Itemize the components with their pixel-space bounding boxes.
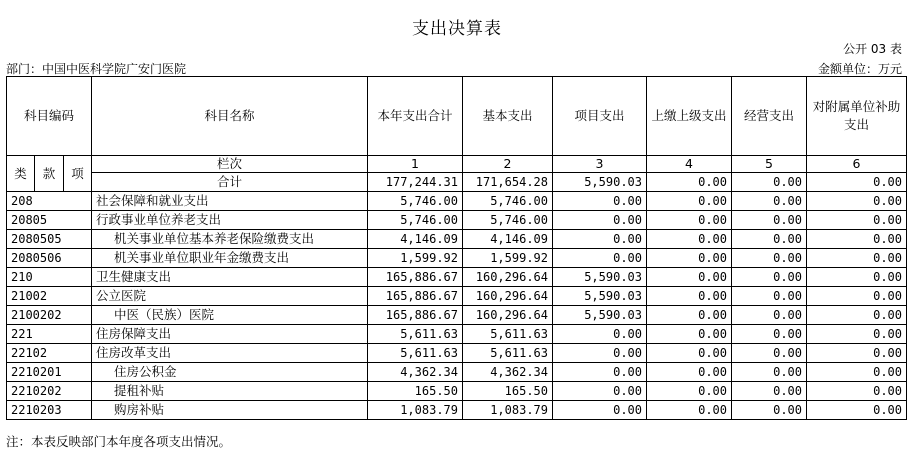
row-code: 2080505 [7,230,92,249]
table-row [7,287,907,306]
row-value: 0.00 [732,192,807,211]
table-row [7,268,907,287]
row-value: 5,746.00 [368,211,463,230]
row-code: 2100202 [7,306,92,325]
row-value: 0.00 [553,363,647,382]
row-code: 2210201 [7,363,92,382]
row-value: 0.00 [647,401,732,420]
row-name: 购房补贴 [92,401,368,420]
header-lei: 类 [7,156,35,192]
row-code: 22102 [7,344,92,363]
row-value: 0.00 [807,287,907,306]
total-value: 0.00 [647,173,732,192]
row-code: 2210202 [7,382,92,401]
row-value: 0.00 [732,211,807,230]
row-value: 5,746.00 [368,192,463,211]
row-value: 0.00 [553,382,647,401]
column-index-row [7,156,907,173]
total-row [7,173,907,192]
row-name: 中医（民族）医院 [92,306,368,325]
row-value: 0.00 [807,344,907,363]
row-name: 住房公积金 [92,363,368,382]
row-value: 0.00 [553,344,647,363]
row-value: 4,146.09 [368,230,463,249]
row-name: 机关事业单位基本养老保险缴费支出 [92,230,368,249]
row-value: 165,886.67 [368,287,463,306]
header-business: 经营支出 [732,77,807,156]
row-code: 20805 [7,211,92,230]
row-value: 0.00 [647,211,732,230]
row-value: 0.00 [732,363,807,382]
row-value: 0.00 [732,382,807,401]
row-name: 卫生健康支出 [92,268,368,287]
row-value: 0.00 [732,325,807,344]
row-value: 0.00 [807,306,907,325]
col-index-6: 6 [807,156,907,173]
table-row [7,363,907,382]
row-value: 0.00 [553,211,647,230]
department-label: 部门：中国中医科学院广安门医院 [6,62,187,76]
row-code: 2210203 [7,401,92,420]
header-name: 科目名称 [92,77,368,156]
row-name: 住房改革支出 [92,344,368,363]
expenditure-table [6,76,907,420]
row-value: 0.00 [732,268,807,287]
row-value: 5,611.63 [368,344,463,363]
row-code: 210 [7,268,92,287]
page-title: 支出决算表 [412,19,502,39]
row-value: 0.00 [647,192,732,211]
row-name: 行政事业单位养老支出 [92,211,368,230]
row-value: 165.50 [368,382,463,401]
header-kuan: 款 [35,156,64,192]
row-value: 0.00 [807,192,907,211]
row-value: 0.00 [647,325,732,344]
row-value: 0.00 [647,363,732,382]
row-code: 221 [7,325,92,344]
col-index-1: 1 [368,156,463,173]
row-value: 0.00 [647,230,732,249]
total-value: 171,654.28 [463,173,553,192]
row-value: 5,590.03 [553,306,647,325]
row-value: 0.00 [732,401,807,420]
form-number: 公开 03 表 [843,42,902,56]
row-name: 机关事业单位职业年金缴费支出 [92,249,368,268]
row-value: 165,886.67 [368,268,463,287]
table-row [7,211,907,230]
row-value: 0.00 [807,230,907,249]
header-subsidy: 对附属单位补助支出 [807,77,907,156]
row-value: 0.00 [647,382,732,401]
row-value: 0.00 [732,306,807,325]
row-value: 0.00 [647,249,732,268]
row-value: 0.00 [732,230,807,249]
row-value: 5,746.00 [463,192,553,211]
row-value: 1,083.79 [463,401,553,420]
row-value: 4,146.09 [463,230,553,249]
row-value: 160,296.64 [463,306,553,325]
row-value: 0.00 [732,344,807,363]
row-value: 165,886.67 [368,306,463,325]
row-value: 4,362.34 [463,363,553,382]
row-value: 0.00 [647,268,732,287]
table-row [7,401,907,420]
header-total: 本年支出合计 [368,77,463,156]
row-value: 5,590.03 [553,287,647,306]
total-value: 177,244.31 [368,173,463,192]
table-row [7,249,907,268]
row-value: 5,590.03 [553,268,647,287]
row-code: 2080506 [7,249,92,268]
col-index-3: 3 [553,156,647,173]
total-value: 5,590.03 [553,173,647,192]
row-value: 1,599.92 [368,249,463,268]
row-value: 0.00 [807,325,907,344]
footnote: 注：本表反映部门本年度各项支出情况。 [6,434,232,449]
row-value: 0.00 [807,382,907,401]
total-label: 合计 [92,173,368,192]
table-row [7,306,907,325]
row-value: 4,362.34 [368,363,463,382]
row-value: 1,083.79 [368,401,463,420]
total-value: 0.00 [732,173,807,192]
row-value: 0.00 [732,249,807,268]
row-value: 0.00 [807,401,907,420]
table-row [7,192,907,211]
row-value: 0.00 [807,211,907,230]
row-name: 社会保障和就业支出 [92,192,368,211]
row-value: 165.50 [463,382,553,401]
row-code: 208 [7,192,92,211]
header-basic: 基本支出 [463,77,553,156]
unit-label: 金额单位：万元 [817,62,902,76]
header-lanci: 栏次 [92,156,368,173]
total-value: 0.00 [807,173,907,192]
row-value: 5,611.63 [463,344,553,363]
row-value: 0.00 [553,325,647,344]
row-value: 0.00 [553,230,647,249]
row-value: 0.00 [553,249,647,268]
col-index-2: 2 [463,156,553,173]
row-value: 0.00 [807,268,907,287]
row-value: 0.00 [647,344,732,363]
table-row [7,382,907,401]
header-xiang: 项 [64,156,92,192]
row-name: 提租补贴 [92,382,368,401]
row-value: 5,611.63 [463,325,553,344]
table-row [7,344,907,363]
row-value: 5,746.00 [463,211,553,230]
row-value: 1,599.92 [463,249,553,268]
row-value: 160,296.64 [463,287,553,306]
row-name: 住房保障支出 [92,325,368,344]
col-index-5: 5 [732,156,807,173]
col-index-4: 4 [647,156,732,173]
row-value: 0.00 [807,363,907,382]
table-row [7,230,907,249]
row-value: 0.00 [732,287,807,306]
row-value: 0.00 [807,249,907,268]
table-row [7,325,907,344]
row-value: 0.00 [553,401,647,420]
header-remit: 上缴上级支出 [647,77,732,156]
row-value: 0.00 [647,306,732,325]
row-value: 0.00 [647,287,732,306]
row-value: 0.00 [553,192,647,211]
header-project: 项目支出 [553,77,647,156]
row-code: 21002 [7,287,92,306]
row-value: 5,611.63 [368,325,463,344]
row-value: 160,296.64 [463,268,553,287]
header-row [7,77,907,156]
row-name: 公立医院 [92,287,368,306]
header-code: 科目编码 [7,77,92,156]
